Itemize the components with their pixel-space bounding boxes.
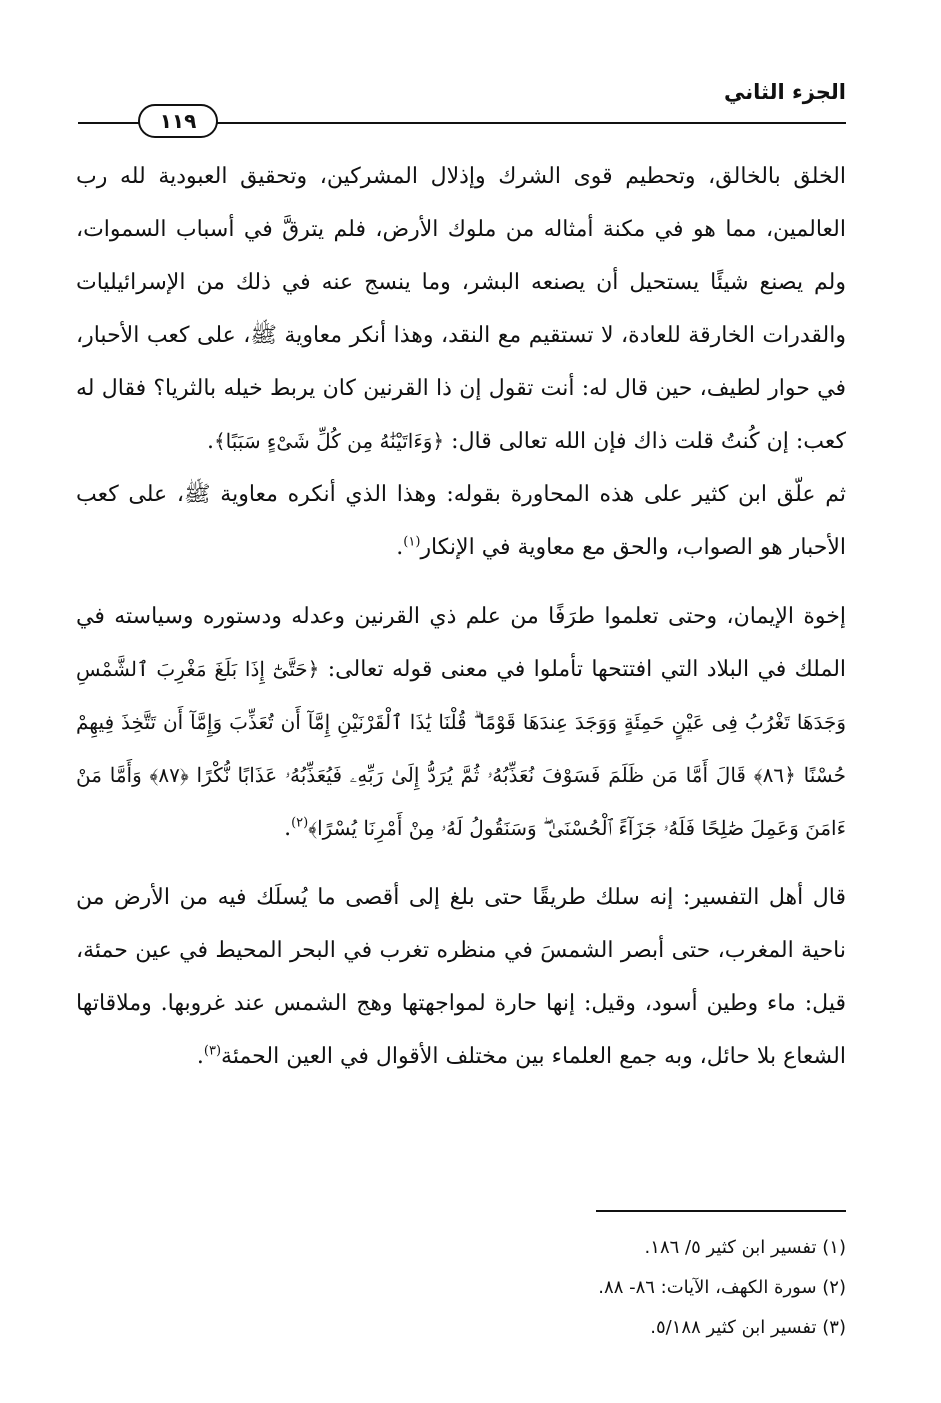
footnote-ref: (٢)	[291, 815, 309, 831]
running-head: الجزء الثاني	[723, 80, 846, 104]
paragraph	[76, 468, 846, 574]
paragraph-end: .	[206, 429, 214, 454]
footnote-3: (٣) تفسير ابن كثير ٥/١٨٨.	[650, 1317, 846, 1338]
paragraph-end: .	[196, 1044, 204, 1069]
paragraph-text: قال أهل التفسير: إنه سلك طريقًا حتى بلغ إلى أقصى ما يُسلَك فيه من الأرض من ناحية المغرب، حتى أبصر الشمسَ في منظره تغرب في البحر المحيط في عين حمئة، قيل: ماء وطين أسود، وقيل: إنها حارة لمواجهتها وهج الشمس عند غروبها. وملاقاتها الشعاع بلا حائل، وبه جمع العلماء بين مختلف الأقوال في العين الحمئة	[76, 885, 846, 1069]
page-number: ١١٩	[138, 104, 218, 138]
footnote-2: (٢) سورة الكهف، الآيات: ٨٦- ٨٨.	[598, 1277, 846, 1298]
footnote-ref: (٣)	[203, 1043, 222, 1059]
footnote-rule	[596, 1210, 846, 1212]
footnote-1: (١) تفسير ابن كثير ٥/ ١٨٦.	[644, 1237, 846, 1258]
paragraph-text: الخلق بالخالق، وتحطيم قوى الشرك وإذلال المشركين، وتحقيق العبودية لله رب العالمين، مما هو في مكنة أمثاله من ملوك الأرض، فلم يترقَّ في أسباب السموات، ولم يصنع شيئًا يستحيل أن يصنعه البشر، وما ينسج عنه في ذلك من الإسرائيليات والقدرات الخارقة للعادة، لا تستقيم مع النقد، وهذا أنكر معاوية ﷺ، على كعب الأحبار، في حوار لطيف، حين قال له: أنت تقول إن ذا القرنين كان يربط خيله بالثريا؟ فقال له كعب: إن كُنتُ قلت ذاك فإن الله تعالى قال:	[76, 164, 846, 454]
paragraph-text: إخوة الإيمان، وحتى تعلموا طرَفًا من علم ذي القرنين وعدله ودستوره وسياسته في الملك في البلاد التي افتتحها تأملوا في معنى قوله تعالى:	[76, 604, 847, 682]
footnote-ref: (١)	[403, 534, 421, 550]
paragraph	[76, 150, 846, 468]
quran-verse: ﴿وَءَاتَيْنَٰهُ مِن كُلِّ شَىْءٍ سَبَبًا﴾	[213, 429, 445, 453]
main-text	[76, 150, 846, 1083]
paragraph	[76, 871, 846, 1083]
paragraph	[76, 590, 846, 855]
quran-verse: ﴿حَتَّىٰٓ إِذَا بَلَغَ مَغْرِبَ ٱلشَّمْسِ وَجَدَهَا تَغْرُبُ فِى عَيْنٍ حَمِئَةٍ وَوَجَدَ عِندَهَا قَوْمًا ۗ قُلْنَا يَٰذَا ٱلْقَرْنَيْنِ إِمَّآ أَن تُعَذِّبَ وَإِمَّآ أَن تَتَّخِذَ فِيهِمْ حُسْنًا ﴿٨٦﴾ قَالَ أَمَّا مَن ظَلَمَ فَسَوْفَ نُعَذِّبُهُۥ ثُمَّ يُرَدُّ إِلَىٰ رَبِّهِۦ فَيُعَذِّبُهُۥ عَذَابًا نُّكْرًا ﴿٨٧﴾ وَأَمَّا مَنْ ءَامَنَ وَعَمِلَ صَٰلِحًا فَلَهُۥ جَزَآءً ٱلْحُسْنَىٰ ۖ وَسَنَقُولُ لَهُۥ مِنْ أَمْرِنَا يُسْرًا﴾	[76, 657, 846, 840]
paragraph-end: .	[396, 535, 404, 560]
footnotes	[246, 1228, 846, 1348]
paragraph-text: ثم علّق ابن كثير على هذه المحاورة بقوله: وهذا الذي أنكره معاوية ﷺ، على كعب الأحبار هو الصواب، والحق مع معاوية في الإنكار	[76, 482, 846, 560]
paragraph-end: .	[284, 816, 292, 841]
